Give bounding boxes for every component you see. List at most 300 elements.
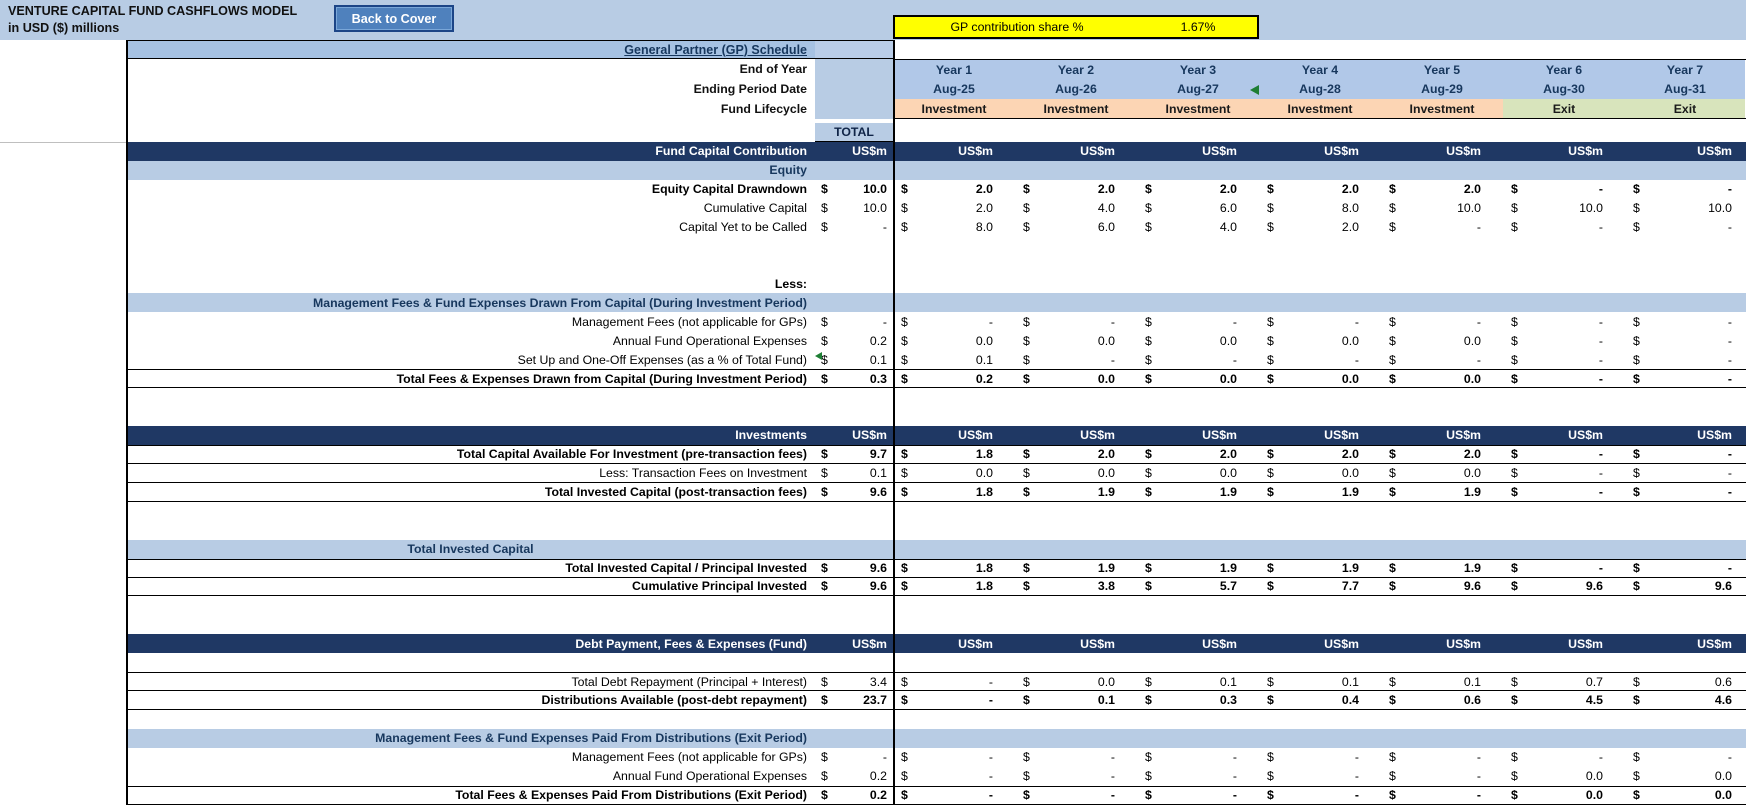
- currency-symbol: $: [1389, 561, 1396, 576]
- year-value-cell[interactable]: [1503, 312, 1625, 331]
- year-value-cell[interactable]: [1015, 199, 1137, 218]
- year-value-cell[interactable]: [1015, 578, 1137, 596]
- total-value-cell[interactable]: [815, 331, 893, 350]
- year-header-cell[interactable]: [1259, 60, 1381, 79]
- year-value: -: [1598, 750, 1603, 765]
- subsection-header-cell[interactable]: [126, 540, 815, 559]
- year-value-cell[interactable]: [1015, 767, 1137, 786]
- year-value: 5.7: [1219, 579, 1237, 594]
- unit-cell[interactable]: [1137, 142, 1259, 161]
- year-value-cell[interactable]: [1137, 370, 1259, 387]
- year-value-cell[interactable]: [1137, 180, 1259, 199]
- subsection-header-cell[interactable]: [126, 729, 815, 748]
- currency-symbol: $: [1633, 484, 1640, 499]
- year-value-cell[interactable]: [1015, 446, 1137, 463]
- unit-cell[interactable]: [1625, 142, 1745, 161]
- unit-cell[interactable]: [1381, 634, 1503, 653]
- empty-cells[interactable]: [815, 540, 1746, 559]
- year-value-cell[interactable]: [1137, 691, 1259, 709]
- subsection-title: Management Fees & Fund Expenses Drawn From Capital (During Investment Period): [312, 295, 807, 310]
- currency-symbol: $: [1389, 750, 1396, 765]
- unit-cell[interactable]: [1259, 142, 1381, 161]
- total-value-cell[interactable]: [815, 350, 893, 369]
- year-value: -: [1354, 788, 1359, 803]
- total-value-cell[interactable]: [815, 199, 893, 218]
- row-gutter: [0, 426, 126, 445]
- period-date-cell[interactable]: [893, 79, 1015, 99]
- row-gutter: [0, 596, 126, 615]
- year-header-cell[interactable]: [1015, 60, 1137, 79]
- row-inner: [126, 256, 1746, 275]
- year-value-cell[interactable]: [1503, 560, 1625, 577]
- year-value-cell[interactable]: [1503, 673, 1625, 690]
- gp-schedule-total-cell[interactable]: [815, 41, 893, 58]
- year-value: -: [1598, 314, 1603, 329]
- year-value-cell[interactable]: [1015, 673, 1137, 690]
- year-value-cell[interactable]: [1137, 331, 1259, 350]
- year-value-cell[interactable]: [1259, 673, 1381, 690]
- row-label-cell[interactable]: [126, 560, 815, 577]
- row-label-cell[interactable]: [126, 748, 815, 767]
- year-value-cell[interactable]: [1137, 748, 1259, 767]
- lifecycle-cell[interactable]: [893, 99, 1015, 118]
- lifecycle-cell[interactable]: [1015, 99, 1137, 118]
- total-value-cell[interactable]: [815, 312, 893, 331]
- total-value-cell[interactable]: [815, 483, 893, 501]
- year-value-cell[interactable]: [1015, 180, 1137, 199]
- year-value-cell[interactable]: [1381, 218, 1503, 237]
- year-value-cell[interactable]: [1259, 446, 1381, 463]
- year-value-cell[interactable]: [1625, 350, 1745, 369]
- year-label: Year 4: [1301, 62, 1339, 77]
- row-label-cell[interactable]: [126, 446, 815, 463]
- row-label-cell[interactable]: [126, 578, 815, 596]
- year-value-cell[interactable]: [1137, 350, 1259, 369]
- year-value-cell[interactable]: [893, 370, 1015, 387]
- empty-cells[interactable]: [815, 293, 1746, 312]
- year-value-cell[interactable]: [1503, 218, 1625, 237]
- year-value-cell[interactable]: [1015, 370, 1137, 387]
- row-inner: [126, 615, 1746, 634]
- year-value-cell[interactable]: [893, 312, 1015, 331]
- year-value-cell[interactable]: [1625, 560, 1745, 577]
- unit-cell[interactable]: [893, 142, 1015, 161]
- row-label-cell[interactable]: [126, 180, 815, 199]
- table-row: [0, 256, 1746, 275]
- year-value-cell[interactable]: [1137, 578, 1259, 596]
- year-value-cell[interactable]: [1259, 370, 1381, 387]
- year-value-cell[interactable]: [1381, 331, 1503, 350]
- year-value-cell[interactable]: [1259, 331, 1381, 350]
- total-value-cell[interactable]: [815, 370, 893, 387]
- year-value-cell[interactable]: [1015, 691, 1137, 709]
- year-value: 2.0: [1219, 447, 1237, 462]
- subsection-header-cell[interactable]: [126, 293, 815, 312]
- empty-cells[interactable]: [815, 729, 1746, 748]
- year-value-cell[interactable]: [1503, 331, 1625, 350]
- year-header-cell[interactable]: [1381, 60, 1503, 79]
- row-inner: [126, 672, 1746, 691]
- currency-symbol: $: [821, 333, 828, 348]
- table-row: [0, 388, 1746, 407]
- currency-symbol: $: [1145, 220, 1152, 235]
- year-value-cell[interactable]: [1137, 199, 1259, 218]
- currency-symbol: $: [1023, 579, 1030, 594]
- year-value-cell[interactable]: [893, 180, 1015, 199]
- year-value-cell[interactable]: [1137, 218, 1259, 237]
- currency-symbol: $: [1267, 182, 1274, 197]
- unit-label: US$m: [1697, 428, 1732, 443]
- end-of-year-row: [0, 59, 1746, 79]
- ending-period-total-cell[interactable]: [815, 79, 893, 99]
- unit-cell[interactable]: [893, 634, 1015, 653]
- unit-cell[interactable]: [1259, 426, 1381, 445]
- year-value-cell[interactable]: [1381, 578, 1503, 596]
- row-inner: [126, 331, 1746, 350]
- currency-symbol: $: [1023, 769, 1030, 784]
- unit-cell[interactable]: [1381, 142, 1503, 161]
- unit-label: US$m: [958, 144, 993, 159]
- year-value: -: [1476, 769, 1481, 784]
- year-value-cell[interactable]: [1503, 578, 1625, 596]
- year-value-cell[interactable]: [1625, 748, 1745, 767]
- year-value-cell[interactable]: [1625, 180, 1745, 199]
- year-value-cell[interactable]: [1259, 787, 1381, 804]
- year-value-cell[interactable]: [1503, 767, 1625, 786]
- gp-schedule-band[interactable]: [126, 40, 893, 59]
- unit-cell[interactable]: [1381, 426, 1503, 445]
- lifecycle-cell[interactable]: [1381, 99, 1503, 118]
- period-date-cell[interactable]: [1625, 79, 1745, 99]
- table-row: [0, 464, 1746, 483]
- year-value: -: [1727, 220, 1732, 235]
- currency-symbol: $: [901, 674, 908, 689]
- sheet-left-border: [126, 40, 128, 805]
- year-value-cell[interactable]: [1503, 180, 1625, 199]
- unit-cell[interactable]: [1015, 634, 1137, 653]
- unit-cell[interactable]: [815, 426, 893, 445]
- year-value-cell[interactable]: [1503, 483, 1625, 501]
- row-label-cell[interactable]: [126, 767, 815, 786]
- total-value-cell[interactable]: [815, 748, 893, 767]
- row-label-cell[interactable]: [126, 787, 815, 804]
- year-value-cell[interactable]: [1015, 464, 1137, 482]
- unit-cell[interactable]: [1625, 426, 1745, 445]
- table-row: [0, 275, 1746, 294]
- year-value-cell[interactable]: [1625, 483, 1745, 501]
- year-value: -: [1476, 220, 1481, 235]
- year-value-cell[interactable]: [1015, 748, 1137, 767]
- year-value-cell[interactable]: [893, 748, 1015, 767]
- row-label-cell[interactable]: [126, 691, 815, 709]
- unit-cell[interactable]: [1503, 142, 1625, 161]
- lifecycle-value: Investment: [921, 101, 987, 116]
- row-label: Management Fees (not applicable for GPs): [571, 314, 807, 329]
- table-row: [0, 502, 1746, 521]
- total-value-cell[interactable]: [815, 787, 893, 804]
- total-value-cell[interactable]: [815, 180, 893, 199]
- year-value-cell[interactable]: [893, 218, 1015, 237]
- year-value-cell[interactable]: [1259, 199, 1381, 218]
- year-value-cell[interactable]: [893, 464, 1015, 482]
- empty-cells[interactable]: [815, 161, 1746, 180]
- unit-cell[interactable]: [815, 142, 893, 161]
- table-row: [0, 578, 1746, 597]
- section-header-cell[interactable]: [126, 634, 815, 653]
- year-value-cell[interactable]: [1381, 312, 1503, 331]
- year-value-cell[interactable]: [1259, 180, 1381, 199]
- currency-symbol: $: [1633, 220, 1640, 235]
- year-value: -: [1727, 314, 1732, 329]
- lifecycle-value: Exit: [1552, 101, 1576, 116]
- table-row: [0, 521, 1746, 540]
- year-value-cell[interactable]: [1259, 218, 1381, 237]
- table-row: [0, 748, 1746, 767]
- year-value: 2.0: [1097, 182, 1115, 197]
- year-value-cell[interactable]: [1381, 787, 1503, 804]
- year-value-cell[interactable]: [1503, 464, 1625, 482]
- row-label-cell[interactable]: [126, 275, 815, 294]
- total-value: -: [882, 750, 887, 765]
- year-value-cell[interactable]: [1381, 464, 1503, 482]
- total-value-cell[interactable]: [815, 446, 893, 463]
- total-value-cell[interactable]: [815, 673, 893, 690]
- row-inner: [126, 312, 1746, 331]
- year-value-cell[interactable]: [1015, 331, 1137, 350]
- year-value: 2.0: [1341, 447, 1359, 462]
- year-value-cell[interactable]: [1259, 578, 1381, 596]
- year-value: 2.0: [975, 182, 993, 197]
- total-column-header-cell[interactable]: [815, 123, 893, 142]
- row-inner: [126, 388, 1746, 407]
- year-value-cell[interactable]: [1381, 560, 1503, 577]
- year-header-cell[interactable]: [1137, 60, 1259, 79]
- currency-symbol: $: [1389, 182, 1396, 197]
- year-value-cell[interactable]: [1137, 483, 1259, 501]
- unit-cell[interactable]: [1015, 142, 1137, 161]
- currency-symbol: $: [1511, 769, 1518, 784]
- currency-symbol: $: [1023, 484, 1030, 499]
- year-value-cell[interactable]: [1137, 464, 1259, 482]
- total-column-divider: [893, 40, 895, 805]
- year-value-cell[interactable]: [1625, 691, 1745, 709]
- year-value-cell[interactable]: [893, 767, 1015, 786]
- row-label-cell[interactable]: [126, 350, 815, 369]
- fund-lifecycle-total-cell[interactable]: [815, 99, 893, 119]
- row-label-cell[interactable]: [126, 218, 815, 237]
- row-gutter: [0, 123, 126, 142]
- currency-symbol: $: [1633, 182, 1640, 197]
- year-value: 0.1: [1097, 693, 1115, 708]
- year-value-cell[interactable]: [1625, 767, 1745, 786]
- period-date-cell[interactable]: [1381, 79, 1503, 99]
- year-value-cell[interactable]: [1259, 483, 1381, 501]
- year-value-cell[interactable]: [893, 483, 1015, 501]
- year-value-cell[interactable]: [893, 331, 1015, 350]
- year-value-cell[interactable]: [1625, 464, 1745, 482]
- year-value: 0.0: [1585, 769, 1603, 784]
- year-value-cell[interactable]: [1381, 180, 1503, 199]
- row-label-cell[interactable]: [126, 331, 815, 350]
- year-value: 2.0: [1463, 447, 1481, 462]
- year-value-cell[interactable]: [1625, 312, 1745, 331]
- currency-symbol: $: [1389, 769, 1396, 784]
- currency-symbol: $: [1389, 693, 1396, 708]
- year-value: -: [1598, 182, 1603, 197]
- year-value-cell[interactable]: [1015, 218, 1137, 237]
- year-value-cell[interactable]: [1259, 464, 1381, 482]
- unit-cell[interactable]: [1503, 634, 1625, 653]
- year-value-cell[interactable]: [1015, 312, 1137, 331]
- year-value: -: [1354, 769, 1359, 784]
- year-value-cell[interactable]: [1381, 446, 1503, 463]
- year-value-cell[interactable]: [1381, 748, 1503, 767]
- year-value-cell[interactable]: [1503, 199, 1625, 218]
- end-of-year-total-cell[interactable]: [815, 59, 893, 79]
- lifecycle-cell[interactable]: [1503, 99, 1625, 118]
- year-value-cell[interactable]: [1137, 560, 1259, 577]
- unit-cell[interactable]: [1015, 426, 1137, 445]
- year-header-cell[interactable]: [1503, 60, 1625, 79]
- year-value-cell[interactable]: [1625, 370, 1745, 387]
- total-value-cell[interactable]: [815, 560, 893, 577]
- year-value: 10.0: [1457, 201, 1481, 216]
- year-value-cell[interactable]: [1381, 483, 1503, 501]
- total-value: 0.2: [869, 788, 887, 803]
- year-header-cell[interactable]: [893, 60, 1015, 79]
- year-value-cell[interactable]: [1381, 370, 1503, 387]
- period-date-cell[interactable]: [1259, 79, 1381, 99]
- row-label-cell[interactable]: [126, 312, 815, 331]
- period-date-cell[interactable]: [1503, 79, 1625, 99]
- year-value-cell[interactable]: [1137, 787, 1259, 804]
- total-value-cell[interactable]: [815, 767, 893, 786]
- year-value-cell[interactable]: [1503, 748, 1625, 767]
- currency-symbol: $: [1633, 465, 1640, 480]
- year-value-cell[interactable]: [1381, 350, 1503, 369]
- table-row: [0, 729, 1746, 748]
- year-value-cell[interactable]: [1625, 787, 1745, 804]
- year-value-cell[interactable]: [893, 199, 1015, 218]
- total-value-cell[interactable]: [815, 464, 893, 482]
- unit-cell[interactable]: [1259, 634, 1381, 653]
- year-value-cell[interactable]: [1381, 691, 1503, 709]
- row-gutter: [0, 99, 126, 119]
- year-value-cell[interactable]: [893, 691, 1015, 709]
- year-value-cell[interactable]: [1625, 218, 1745, 237]
- currency-symbol: $: [1023, 371, 1030, 386]
- currency-symbol: $: [821, 182, 828, 197]
- year-header-cell[interactable]: [1625, 60, 1745, 79]
- total-value-cell[interactable]: [815, 218, 893, 237]
- year-value: 0.1: [1219, 674, 1237, 689]
- row-gutter: [0, 464, 126, 483]
- year-value-cell[interactable]: [1625, 578, 1745, 596]
- year-value-cell[interactable]: [893, 673, 1015, 690]
- currency-symbol: $: [1145, 561, 1152, 576]
- year-value-cell[interactable]: [1503, 446, 1625, 463]
- unit-cell[interactable]: [1137, 634, 1259, 653]
- lifecycle-cell[interactable]: [1137, 99, 1259, 118]
- year-value-cell[interactable]: [1015, 787, 1137, 804]
- total-value-cell[interactable]: [815, 691, 893, 709]
- year-value-cell[interactable]: [1015, 350, 1137, 369]
- lifecycle-cell[interactable]: [1259, 99, 1381, 118]
- currency-symbol: $: [1267, 579, 1274, 594]
- lifecycle-cell[interactable]: [1625, 99, 1745, 118]
- year-value-cell[interactable]: [1381, 673, 1503, 690]
- year-value-cell[interactable]: [1503, 691, 1625, 709]
- row-label-cell[interactable]: [126, 464, 815, 482]
- total-value-cell[interactable]: [815, 578, 893, 596]
- year-value-cell[interactable]: [1015, 483, 1137, 501]
- section-header-cell[interactable]: [126, 426, 815, 445]
- year-value-cell[interactable]: [1503, 350, 1625, 369]
- unit-cell[interactable]: [893, 426, 1015, 445]
- subsection-header-cell[interactable]: [126, 161, 815, 180]
- gp-contribution-value[interactable]: 1.67%: [1180, 20, 1216, 34]
- year-value-cell[interactable]: [1015, 560, 1137, 577]
- row-gutter: [0, 79, 126, 99]
- year-value-cell[interactable]: [1137, 673, 1259, 690]
- period-date-cell[interactable]: [1137, 79, 1259, 99]
- row-label-cell[interactable]: [126, 483, 815, 501]
- year-value-cell[interactable]: [1259, 350, 1381, 369]
- year-value-cell[interactable]: [1137, 312, 1259, 331]
- year-value-cell[interactable]: [893, 350, 1015, 369]
- year-value-cell[interactable]: [1625, 673, 1745, 690]
- year-value-cell[interactable]: [1259, 691, 1381, 709]
- unit-cell[interactable]: [1625, 634, 1745, 653]
- year-value-cell[interactable]: [1625, 331, 1745, 350]
- year-value-cell[interactable]: [1137, 767, 1259, 786]
- period-date-cell[interactable]: [1015, 79, 1137, 99]
- year-value-cell[interactable]: [1503, 370, 1625, 387]
- unit-cell[interactable]: [815, 634, 893, 653]
- year-value-cell[interactable]: [1625, 446, 1745, 463]
- section-header-cell[interactable]: [126, 142, 815, 161]
- year-value-cell[interactable]: [893, 446, 1015, 463]
- year-value-cell[interactable]: [1503, 787, 1625, 804]
- unit-cell[interactable]: [1137, 426, 1259, 445]
- row-label-cell[interactable]: [126, 673, 815, 690]
- row-label-cell[interactable]: [126, 370, 815, 387]
- year-value-cell[interactable]: [1381, 199, 1503, 218]
- unit-cell[interactable]: [1503, 426, 1625, 445]
- year-value-cell[interactable]: [1259, 312, 1381, 331]
- gp-contribution-input-cell[interactable]: [893, 15, 1259, 39]
- row-label: Less: Transaction Fees on Investment: [599, 465, 807, 480]
- year-value-cell[interactable]: [893, 787, 1015, 804]
- year-value: -: [988, 674, 993, 689]
- currency-symbol: $: [1511, 220, 1518, 235]
- year-value-cell[interactable]: [1625, 199, 1745, 218]
- back-to-cover-button[interactable]: [334, 5, 454, 32]
- currency-symbol: $: [1267, 333, 1274, 348]
- year-value-cell[interactable]: [893, 578, 1015, 596]
- row-label-cell[interactable]: [126, 199, 815, 218]
- row-gutter: [0, 786, 126, 805]
- year-value-cell[interactable]: [1381, 767, 1503, 786]
- row-inner: [126, 767, 1746, 786]
- year-value-cell[interactable]: [1259, 748, 1381, 767]
- currency-symbol: $: [1023, 561, 1030, 576]
- year-value-cell[interactable]: [893, 560, 1015, 577]
- year-value-cell[interactable]: [1137, 446, 1259, 463]
- year-value-cell[interactable]: [1259, 560, 1381, 577]
- table-row: [0, 350, 1746, 369]
- year-value-cell[interactable]: [1259, 767, 1381, 786]
